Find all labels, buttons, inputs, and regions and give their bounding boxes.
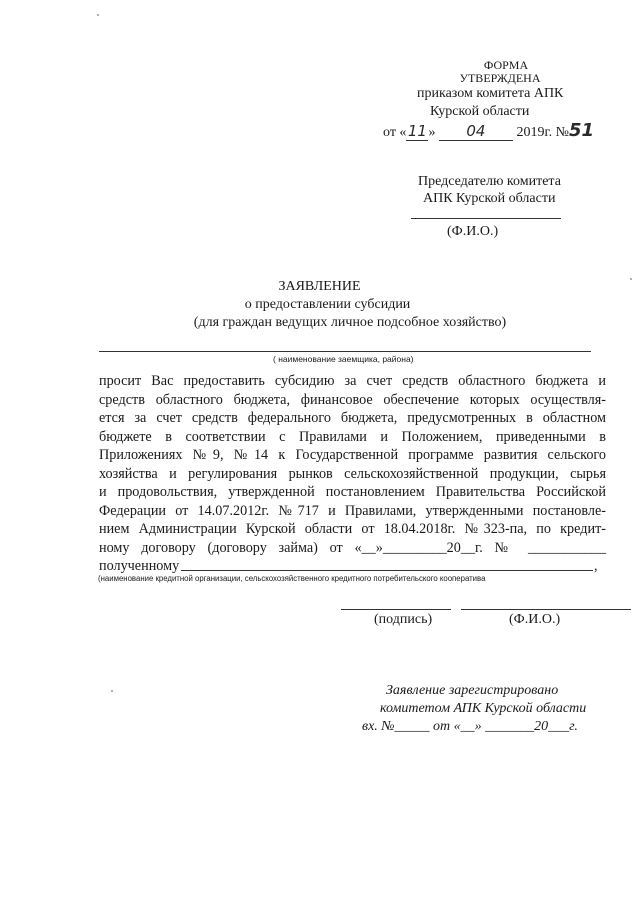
day-close: » <box>428 125 436 140</box>
body-line: хозяйства и регулирования рынков сельскохозяйственной продукции, сырья <box>99 465 606 482</box>
body-line: бюджете в соответствии с Правилами и Положением, приведенными в <box>99 428 606 445</box>
lender-name-field[interactable] <box>181 570 593 571</box>
body-line: нием Администрации Курской области от 18.04.2018г. №323-па, по кредит- <box>99 521 606 537</box>
handwritten-number: 51 <box>568 120 595 141</box>
body-line: средств областного бюджета, финансовое обеспечение которых осуществля- <box>99 391 606 408</box>
lender-caption: (наименование кредитной организации, сельскохозяйственного кредитного потребительского кооператива <box>98 574 486 583</box>
received-comma: , <box>594 558 598 574</box>
scan-speck <box>97 14 99 16</box>
approved-label: УТВЕРЖДЕНА <box>459 71 541 85</box>
handwritten-day: 11 <box>407 122 427 140</box>
addressee-fio-line <box>411 218 561 219</box>
registration-line-1: Заявление зарегистрировано <box>386 683 559 698</box>
received-label: полученному <box>99 558 180 574</box>
handwritten-month: 04 <box>439 122 513 141</box>
order-label: приказом комитета АПК <box>417 86 564 101</box>
signer-fio-caption: (Ф.И.О.) <box>509 612 561 627</box>
body-line: ному договору (договору займа) от «__»_________20__г. № ___________ <box>99 539 606 556</box>
body-line: и продовольствия, утвержденной постановлением Правительства Российской <box>99 484 606 500</box>
title-main: ЗАЯВЛЕНИЕ <box>278 279 361 294</box>
borrower-caption: ( наименование заемщика, района) <box>273 354 414 364</box>
signer-fio-field[interactable] <box>461 609 631 610</box>
addressee-line-1: Председателю комитета <box>418 174 561 189</box>
signature-caption: (подпись) <box>374 612 433 627</box>
body-line: просит Вас предоставить субсидию за счет средств областного бюджета и <box>99 373 606 389</box>
body-paragraph <box>99 372 606 557</box>
signature-field[interactable] <box>341 609 451 610</box>
form-label: ФОРМА <box>483 58 529 72</box>
scan-speck <box>111 690 113 692</box>
body-line: ется за счет средств федерального бюджета, предусмотренных в областном <box>99 410 606 426</box>
year-suffix: 2019г. № <box>516 125 569 140</box>
title-subject: о предоставлении субсидии <box>244 297 411 312</box>
body-line: Приложениях №9, №14 к Государственной программе развития сельского <box>99 447 606 463</box>
title-category: (для граждан ведущих личное подсобное хозяйство) <box>193 315 507 330</box>
registration-line-2: комитетом АПК Курской области <box>380 701 587 716</box>
approval-date-line <box>383 120 603 141</box>
registration-line-3: вх. №_____ от «__» _______20___г. <box>362 719 578 734</box>
addressee-fio-caption: (Ф.И.О.) <box>447 224 499 239</box>
addressee-line-2: АПК Курской области <box>423 191 556 206</box>
date-prefix: от « <box>383 125 407 140</box>
region-label: Курской области <box>430 104 530 119</box>
body-line: Федерации от 14.07.2012г. №717 и Правилами, утвержденными постановле- <box>99 502 606 519</box>
borrower-name-field[interactable] <box>99 351 591 352</box>
